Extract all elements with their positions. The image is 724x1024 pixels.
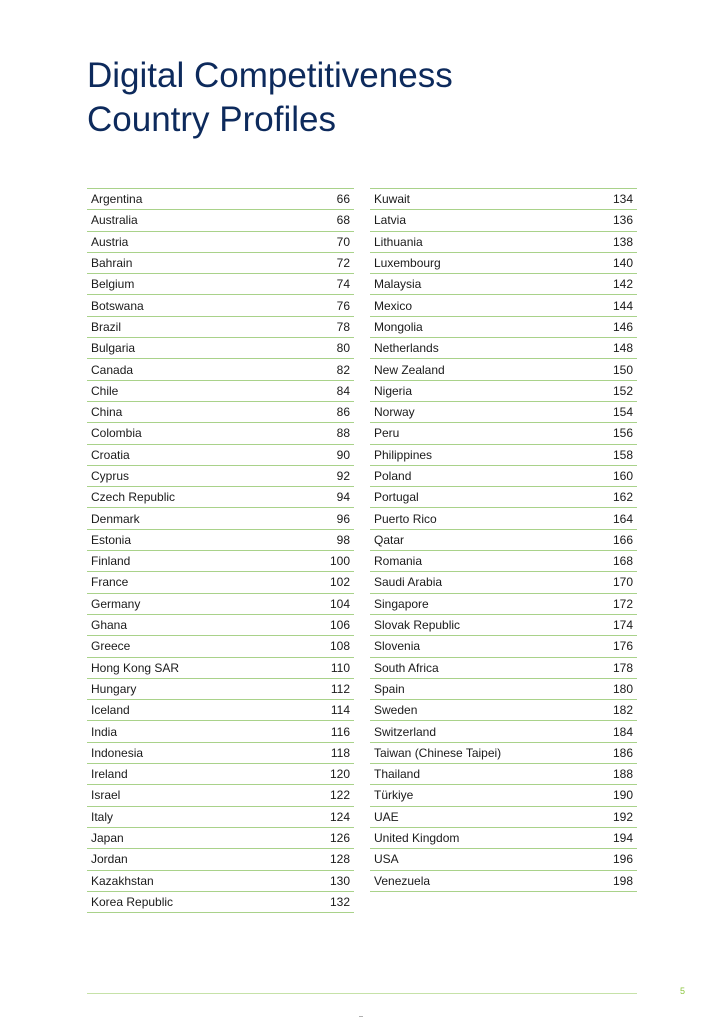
country-name: Botswana xyxy=(91,298,144,313)
country-name: Switzerland xyxy=(374,724,437,739)
country-page-number: 168 xyxy=(612,554,633,569)
country-name: South Africa xyxy=(374,660,439,675)
country-page-number: 112 xyxy=(330,681,350,696)
country-name: Germany xyxy=(91,596,141,611)
country-row[interactable] xyxy=(87,232,354,253)
country-row[interactable] xyxy=(87,743,354,764)
country-name: Finland xyxy=(91,554,131,569)
country-row[interactable] xyxy=(87,423,354,444)
country-row[interactable] xyxy=(370,658,637,679)
footer-divider xyxy=(87,993,637,994)
country-row[interactable] xyxy=(87,572,354,593)
country-row[interactable] xyxy=(370,530,637,551)
country-row[interactable] xyxy=(370,274,637,295)
country-row[interactable] xyxy=(87,530,354,551)
country-page-number: 82 xyxy=(336,362,350,377)
country-name: Hungary xyxy=(91,681,137,696)
country-name: New Zealand xyxy=(374,362,445,377)
country-page-number: 104 xyxy=(329,596,350,611)
country-row[interactable] xyxy=(370,679,637,700)
country-row[interactable] xyxy=(370,189,637,210)
country-name: Colombia xyxy=(91,426,142,441)
country-row[interactable] xyxy=(370,615,637,636)
country-name: Hong Kong SAR xyxy=(91,660,180,675)
country-name: Chile xyxy=(91,383,119,398)
country-name: Mongolia xyxy=(374,319,423,334)
country-row[interactable] xyxy=(87,679,354,700)
country-row[interactable] xyxy=(370,871,637,892)
country-page-number: 84 xyxy=(336,383,350,398)
country-row[interactable] xyxy=(87,785,354,806)
country-name: Nigeria xyxy=(374,383,413,398)
country-page-number: 158 xyxy=(612,447,633,462)
country-row[interactable] xyxy=(370,295,637,316)
country-name: France xyxy=(91,575,129,590)
country-row[interactable] xyxy=(87,658,354,679)
country-name: Cyprus xyxy=(91,469,130,483)
country-page-number: 192 xyxy=(612,809,633,824)
country-name: Bahrain xyxy=(91,256,133,271)
country-name: Qatar xyxy=(374,532,405,547)
country-page-number: 126 xyxy=(329,831,350,846)
country-page-number: 114 xyxy=(330,703,350,718)
country-row[interactable] xyxy=(370,551,637,572)
country-row[interactable] xyxy=(87,508,354,529)
country-page-number: 80 xyxy=(336,341,350,356)
country-page-number: 196 xyxy=(612,852,633,867)
country-row[interactable] xyxy=(87,764,354,785)
country-row[interactable] xyxy=(370,210,637,231)
country-name: Poland xyxy=(374,469,412,483)
country-name: Jordan xyxy=(91,852,128,867)
country-page-number: 96 xyxy=(336,511,350,526)
country-row[interactable] xyxy=(87,338,354,359)
country-row[interactable] xyxy=(370,764,637,785)
country-name: Japan xyxy=(91,831,124,846)
country-row[interactable] xyxy=(370,508,637,529)
country-row[interactable] xyxy=(370,466,637,487)
country-row[interactable] xyxy=(87,445,354,466)
country-page-number: 118 xyxy=(330,745,350,760)
country-row[interactable] xyxy=(370,359,637,380)
page-title-line-1: Digital Competitiveness xyxy=(87,56,453,95)
country-page-number: 74 xyxy=(336,277,350,292)
country-page-number: 148 xyxy=(612,341,633,356)
country-name: Kuwait xyxy=(374,192,411,207)
country-name: Luxembourg xyxy=(374,256,441,271)
country-row[interactable] xyxy=(87,636,354,657)
country-page-number: 68 xyxy=(336,213,350,228)
country-page-number: 98 xyxy=(336,532,350,547)
country-page-number: 162 xyxy=(612,490,633,505)
country-row[interactable] xyxy=(370,423,637,444)
page-number: 5 xyxy=(680,986,686,996)
country-page-number: 160 xyxy=(612,469,633,483)
country-row[interactable] xyxy=(87,849,354,870)
country-name: Philippines xyxy=(374,447,433,462)
country-row[interactable] xyxy=(370,721,637,742)
country-page-number: 72 xyxy=(336,256,350,271)
country-page-number: 152 xyxy=(612,383,633,398)
country-row[interactable] xyxy=(370,636,637,657)
country-name: Latvia xyxy=(374,213,407,228)
country-row[interactable] xyxy=(87,189,354,210)
country-page-number: 130 xyxy=(329,873,350,888)
country-page-number: 170 xyxy=(612,575,633,590)
country-name: Israel xyxy=(91,788,121,803)
country-name: Iceland xyxy=(91,703,130,718)
country-page-number: 122 xyxy=(329,788,350,803)
country-page-number: 144 xyxy=(612,298,633,313)
country-name: Saudi Arabia xyxy=(374,575,443,590)
country-row[interactable] xyxy=(87,487,354,508)
country-name: Thailand xyxy=(374,767,421,782)
country-page-number: 78 xyxy=(336,319,350,334)
country-page-number: 116 xyxy=(330,724,350,739)
country-page-number: 178 xyxy=(612,660,633,675)
country-row[interactable] xyxy=(370,381,637,402)
country-row[interactable] xyxy=(87,274,354,295)
country-name: Slovak Republic xyxy=(374,618,461,633)
country-row[interactable] xyxy=(370,317,637,338)
country-page-number: 132 xyxy=(329,894,350,909)
country-page-number: 90 xyxy=(336,447,350,462)
country-page-number: 146 xyxy=(612,319,633,334)
country-page-number: 164 xyxy=(612,511,633,526)
country-name: India xyxy=(91,724,118,739)
country-name: Bulgaria xyxy=(91,341,136,356)
country-page-number: 86 xyxy=(336,405,350,420)
page-title-line-2: Country Profiles xyxy=(87,100,336,139)
country-name: Ireland xyxy=(91,767,128,782)
country-name: Spain xyxy=(374,681,405,696)
country-row[interactable] xyxy=(370,849,637,870)
page-title xyxy=(87,54,453,142)
country-page-number: 182 xyxy=(612,703,633,718)
country-page-number: 106 xyxy=(329,618,350,633)
country-name: Croatia xyxy=(91,447,130,462)
country-row[interactable] xyxy=(87,721,354,742)
country-name: Sweden xyxy=(374,703,418,718)
country-row[interactable] xyxy=(87,402,354,423)
country-row[interactable] xyxy=(370,807,637,828)
country-name: Netherlands xyxy=(374,341,439,356)
country-list-right xyxy=(370,188,637,892)
country-name: Portugal xyxy=(374,490,419,505)
country-row[interactable] xyxy=(370,700,637,721)
country-name: Peru xyxy=(374,426,400,441)
country-page-number: 180 xyxy=(612,681,633,696)
country-page-number: 142 xyxy=(612,277,633,292)
country-page-number: 134 xyxy=(612,192,633,207)
country-page-number: 120 xyxy=(329,767,350,782)
country-row[interactable] xyxy=(370,572,637,593)
country-name: Brazil xyxy=(91,319,122,334)
country-row[interactable] xyxy=(87,700,354,721)
country-row[interactable] xyxy=(87,295,354,316)
country-row[interactable] xyxy=(370,232,637,253)
country-name: United Kingdom xyxy=(374,831,460,846)
country-name: Taiwan (Chinese Taipei) xyxy=(374,745,502,760)
country-page-number: 172 xyxy=(612,596,633,611)
country-page-number: 70 xyxy=(336,234,350,249)
country-name: Indonesia xyxy=(91,745,144,760)
country-name: Puerto Rico xyxy=(374,511,437,526)
country-page-number: 138 xyxy=(612,234,633,249)
country-page-number: 184 xyxy=(612,724,633,739)
country-name: Romania xyxy=(374,554,423,569)
country-page-number: 88 xyxy=(336,426,350,441)
country-name: Türkiye xyxy=(374,788,414,803)
country-page-number: 128 xyxy=(329,852,350,867)
country-row[interactable] xyxy=(87,466,354,487)
country-row[interactable] xyxy=(370,594,637,615)
country-name: Kazakhstan xyxy=(91,873,154,888)
country-name: Mexico xyxy=(374,298,413,313)
country-name: Denmark xyxy=(91,511,140,526)
country-page-number: 150 xyxy=(612,362,633,377)
country-row[interactable] xyxy=(370,402,637,423)
country-name: Singapore xyxy=(374,596,429,611)
country-row[interactable] xyxy=(87,381,354,402)
country-name: Norway xyxy=(374,405,415,420)
country-row[interactable] xyxy=(87,615,354,636)
country-page-number: 194 xyxy=(612,831,633,846)
country-page-number: 76 xyxy=(336,298,350,313)
country-page-number: 108 xyxy=(329,639,350,654)
country-page-number: 190 xyxy=(612,788,633,803)
country-list-left xyxy=(87,188,354,913)
country-page-number: 176 xyxy=(612,639,633,654)
country-name: Italy xyxy=(91,809,114,824)
country-row[interactable] xyxy=(370,743,637,764)
country-page-number: 100 xyxy=(329,554,350,569)
country-row[interactable] xyxy=(87,828,354,849)
country-page-number: 188 xyxy=(612,767,633,782)
country-name: Czech Republic xyxy=(91,490,176,505)
country-row[interactable] xyxy=(370,785,637,806)
country-row[interactable] xyxy=(370,487,637,508)
country-row[interactable] xyxy=(87,210,354,231)
country-page-number: 102 xyxy=(329,575,350,590)
country-page-number: 94 xyxy=(336,490,350,505)
country-page-number: 110 xyxy=(330,660,350,675)
country-name: Austria xyxy=(91,234,129,249)
country-name: UAE xyxy=(374,809,399,824)
country-name: Argentina xyxy=(91,192,143,207)
country-name: Korea Republic xyxy=(91,894,174,909)
country-name: Lithuania xyxy=(374,234,423,249)
country-page-number: 66 xyxy=(336,192,350,207)
country-row[interactable] xyxy=(87,253,354,274)
country-name: Venezuela xyxy=(374,873,431,888)
country-name: Belgium xyxy=(91,277,135,292)
country-row[interactable] xyxy=(370,445,637,466)
country-page-number: 136 xyxy=(612,213,633,228)
country-name: China xyxy=(91,405,123,420)
country-page-number: 92 xyxy=(336,469,350,483)
country-row[interactable] xyxy=(87,317,354,338)
country-row[interactable] xyxy=(370,253,637,274)
country-row[interactable] xyxy=(370,828,637,849)
country-name: Slovenia xyxy=(374,639,421,654)
footer-mark xyxy=(359,1016,363,1017)
country-row[interactable] xyxy=(87,594,354,615)
country-page-number: 186 xyxy=(612,745,633,760)
country-name: Canada xyxy=(91,362,134,377)
country-row[interactable] xyxy=(370,338,637,359)
country-page-number: 198 xyxy=(612,873,633,888)
country-name: Ghana xyxy=(91,618,128,633)
country-name: Australia xyxy=(91,213,138,228)
country-page-number: 124 xyxy=(329,809,350,824)
country-page-number: 154 xyxy=(612,405,633,420)
country-row[interactable] xyxy=(87,551,354,572)
country-page-number: 166 xyxy=(612,532,633,547)
country-name: USA xyxy=(374,852,399,867)
country-page-number: 140 xyxy=(612,256,633,271)
country-name: Malaysia xyxy=(374,277,422,292)
country-row[interactable] xyxy=(87,871,354,892)
country-row[interactable] xyxy=(87,892,354,913)
country-page-number: 174 xyxy=(612,618,633,633)
country-name: Estonia xyxy=(91,532,132,547)
country-row[interactable] xyxy=(87,807,354,828)
country-page-number: 156 xyxy=(612,426,633,441)
country-row[interactable] xyxy=(87,359,354,380)
country-name: Greece xyxy=(91,639,131,654)
